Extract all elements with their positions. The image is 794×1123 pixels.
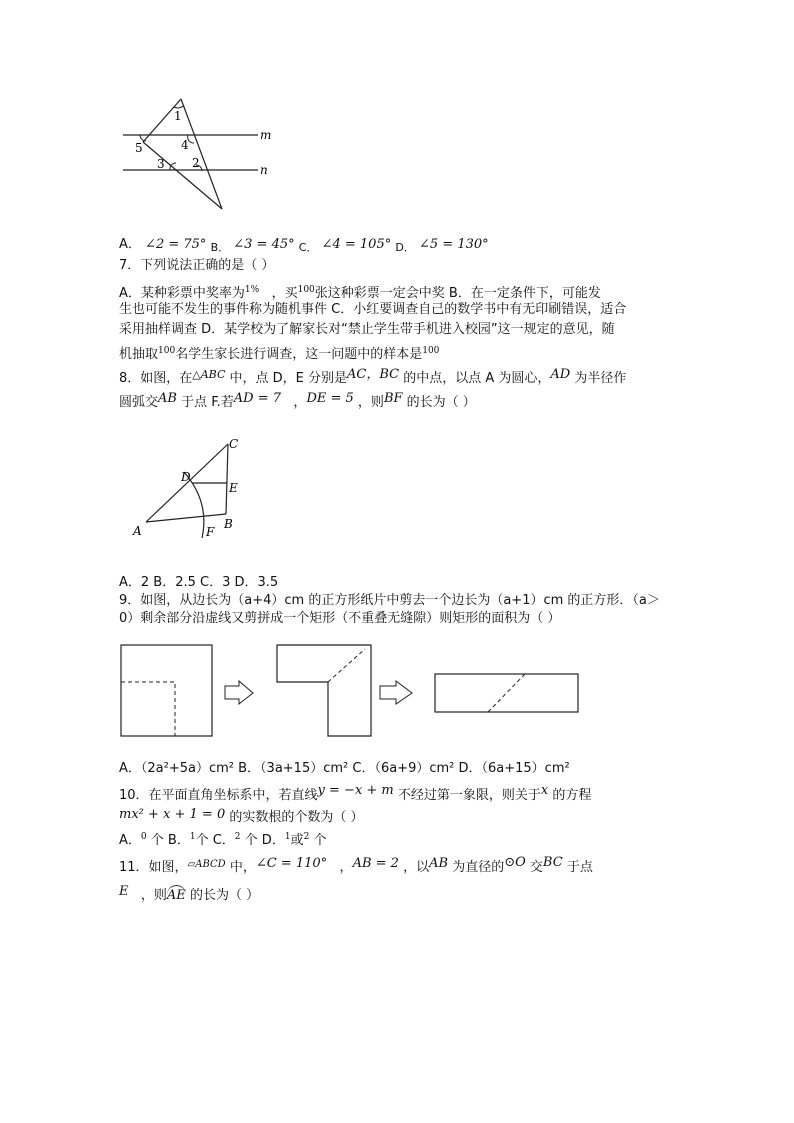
q9-line2: 0）剩余部分沿虚线又剪拼成一个矩形（不重叠无缝隙）则矩形的面积为（ ）	[119, 611, 561, 626]
q8-options: A．2 B．2.5 C．3 D．3.5	[119, 575, 279, 590]
q7-line1: A．某种彩票中奖率为$^{1\%}$ ，买$^{100}$张这种彩票一定会中奖 B．在一定条件下，可能发	[119, 285, 601, 301]
q11-line2: E ，则AE 的长为（ ）	[119, 884, 260, 903]
angle-label-2: 2	[192, 156, 200, 170]
q7-line2: 生也可能不发生的事件称为随机事件 C．小红要调查自己的数学书中有无印刷错误，适合	[119, 302, 627, 317]
point-label-d: D	[181, 470, 191, 484]
q8-line2: 圆弧交AB 于点 F.若AD = 7 ，DE = 5 ，则BF 的长为（ ）	[119, 391, 476, 410]
vertex-label-c: C	[229, 437, 239, 451]
q7-stem: 7．下列说法正确的是（ ）	[119, 258, 275, 273]
q11-line1: 11．如图，$^{▱ABCD}$ 中，∠C = 110° ，AB = 2 ，以AB 为直径的⊙O 交BC 于点	[119, 855, 593, 875]
q9-line1: 9．如图，从边长为（a+4）cm 的正方形纸片中剪去一个边长为（a+1）cm 的正方形．（a＞	[119, 593, 660, 608]
line-label-n: n	[260, 163, 268, 177]
angle-label-5: 5	[135, 141, 143, 155]
q7-line4: 机抽取$^{100}$名学生家长进行调查，这一问题中的样本是$^{100}$	[119, 346, 440, 362]
angle-label-1: 1	[174, 109, 182, 123]
angle-label-4: 4	[181, 138, 189, 152]
q10-line1: 10．在平面直角坐标系中，若直线y = −x + m 不经过第一象限，则关于x 的方程	[119, 783, 592, 803]
line-label-m: m	[260, 128, 272, 142]
parallel-lines-figure	[118, 95, 278, 215]
q9-options: A．（2a²+5a）cm² B．（3a+15）cm² C．（6a+9）cm² D．（6a+15）cm²	[119, 761, 570, 776]
q7-line3: 采用抽样调查 D．某学校为了解家长对“禁止学生带手机进入校园”这一规定的意见，随	[119, 322, 615, 337]
point-label-e: E	[229, 481, 238, 495]
q6-options: A． ∠2 = 75° $_{B.}$ ∠3 = 45° $_{C.}$ ∠4 = 105° $_{D.}$ ∠5 = 130°	[119, 237, 489, 254]
q10-line2: mx² + x + 1 = 0 的实数根的个数为（ ）	[119, 807, 364, 825]
angle-label-3: 3	[157, 157, 165, 171]
vertex-label-b: B	[224, 517, 233, 531]
point-label-f: F	[206, 525, 215, 539]
triangle-arc-figure	[128, 432, 258, 544]
q8-line1: 8．如图，在$^{\triangle ABC}$ 中，点 D，E 分别是AC，BC 的中点，以点 A 为圆心，AD 为半径作	[119, 367, 627, 386]
square-cut-figure	[115, 640, 585, 740]
vertex-label-a: A	[133, 524, 142, 538]
q10-options: A．$^0$ 个 B．$^1$个 C．$^2$ 个 D．$^1$或$^2$ 个	[119, 832, 327, 848]
